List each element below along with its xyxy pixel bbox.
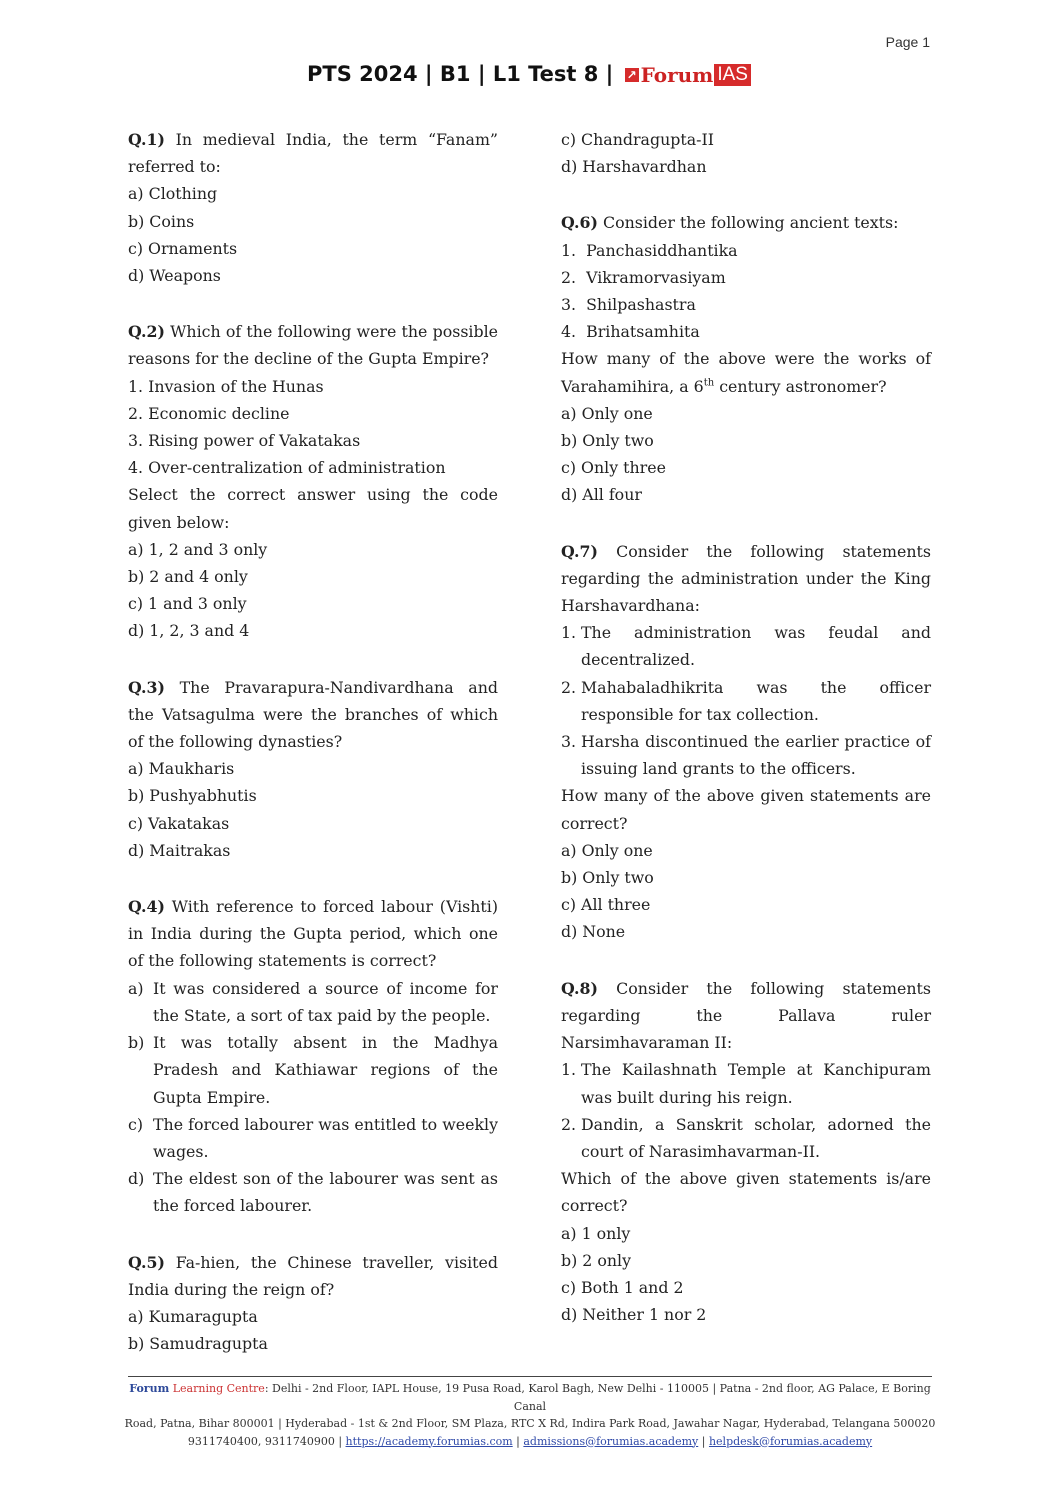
statement-text: The administration was feudal and decentralized. xyxy=(581,623,931,670)
option: a) Clothing xyxy=(128,184,218,204)
statement-text: Dandin, a Sanskrit scholar, adorned the court of Narasimhavarman-II. xyxy=(581,1114,931,1161)
logo-ias-text: IAS xyxy=(714,64,751,86)
footer-brand-suffix: Learning Centre xyxy=(169,1382,265,1395)
option: b) Pushyabhutis xyxy=(128,786,257,806)
option: c) Chandragupta-II xyxy=(561,130,714,149)
option: d) Weapons xyxy=(128,266,221,286)
option: c) Ornaments xyxy=(128,238,238,258)
question-number: Q.4) xyxy=(128,897,165,917)
question-text: Which of the following were the possible reasons for the decline of the Gupta Empire? xyxy=(128,322,498,369)
option: b) Samudragupta xyxy=(128,1334,268,1354)
option: d) All four xyxy=(561,485,642,505)
instruction: Which of the above given statements is/are correct? xyxy=(561,1169,931,1216)
option xyxy=(128,1111,498,1165)
question-text: The Pravarapura-Nandivardhana and the Vatsagulma were the branches of which of the following dynasties? xyxy=(128,677,498,752)
statement-text: Mahabaladhikrita was the officer responsible for tax collection. xyxy=(581,677,931,724)
option: a) Only one xyxy=(561,840,653,860)
statement xyxy=(561,728,931,782)
option: a) Maukharis xyxy=(128,759,235,779)
footer-brand: Forum xyxy=(129,1382,170,1395)
question-number: Q.7) xyxy=(561,541,598,561)
footer-address: : Delhi - 2nd Floor, IAPL House, 19 Pusa Road, Karol Bagh, New Delhi - 110005 | Patna - 2nd floor, AG Palace, E Boring Canal xyxy=(264,1382,931,1413)
question-text: Consider the following ancient texts: xyxy=(602,213,899,233)
arrow-up-right-icon: ↗ xyxy=(626,68,637,82)
footer-phones: 9311740400, 9311740900 | xyxy=(187,1434,346,1448)
question-number: Q.6) xyxy=(561,213,598,233)
footer-divider xyxy=(128,1376,932,1377)
statement-mark: 2. xyxy=(561,1114,577,1134)
option xyxy=(128,1165,498,1219)
question-number: Q.8) xyxy=(561,978,598,998)
question-7 xyxy=(561,538,931,946)
statement xyxy=(561,674,931,728)
option: c) Vakatakas xyxy=(128,813,230,833)
list-item: 4. Over-centralization of administration xyxy=(128,458,446,478)
question-1 xyxy=(128,126,498,289)
option: a) Only one xyxy=(561,403,653,423)
statement-mark: 1. xyxy=(561,623,577,643)
instruction xyxy=(561,345,931,399)
option-mark: d) xyxy=(128,1169,145,1189)
page-header xyxy=(0,62,1058,87)
list-item: 1. Panchasiddhantika xyxy=(561,240,738,260)
question-text: Consider the following statements regarding the Pallava ruler Narsimhavaraman II: xyxy=(561,978,931,1053)
option: c) Both 1 and 2 xyxy=(561,1277,684,1297)
statement-text: Harsha discontinued the earlier practice of issuing land grants to the officers. xyxy=(581,732,931,779)
option-text: It was considered a source of income for the State, a sort of tax paid by the people. xyxy=(153,978,498,1025)
statement-mark: 2. xyxy=(561,677,577,697)
list-item: 2. Vikramorvasiyam xyxy=(561,267,726,287)
option-mark: b) xyxy=(128,1033,145,1053)
instruction-text: How many of the above were the works of Varahamihira, a 6 xyxy=(561,349,931,396)
list-item: 4. Brihatsamhita xyxy=(561,322,700,342)
option-text: It was totally absent in the Madhya Pradesh and Kathiawar regions of the Gupta Empire. xyxy=(153,1033,498,1107)
question-number: Q.1) xyxy=(128,130,165,149)
option-text: The eldest son of the labourer was sent as the forced labourer. xyxy=(153,1169,498,1216)
question-text: Fa-hien, the Chinese traveller, visited India during the reign of? xyxy=(128,1252,498,1299)
question-6 xyxy=(561,209,931,508)
separator: | xyxy=(698,1434,709,1448)
helpdesk-email-link[interactable]: helpdesk@forumias.academy xyxy=(708,1434,873,1448)
option-text: The forced labourer was entitled to weekly wages. xyxy=(153,1114,498,1161)
separator: | xyxy=(512,1434,524,1448)
question-5 xyxy=(128,1249,498,1358)
option: d) Harshavardhan xyxy=(561,157,707,177)
ordinal-suffix: th xyxy=(703,377,715,389)
option-mark: a) xyxy=(128,978,144,998)
option: b) Coins xyxy=(128,211,195,231)
option xyxy=(128,1029,498,1111)
option: c) Only three xyxy=(561,458,666,478)
question-number: Q.3) xyxy=(128,677,165,697)
option: c) All three xyxy=(561,895,651,915)
option-mark: c) xyxy=(128,1114,144,1134)
option: b) 2 and 4 only xyxy=(128,567,248,587)
academy-link[interactable]: https://academy.forumias.com xyxy=(345,1434,513,1448)
statement-mark: 3. xyxy=(561,732,577,752)
question-text: Consider the following statements regarding the administration under the King Harshavardhana: xyxy=(561,541,931,616)
question-text: With reference to forced labour (Vishti) in India during the Gupta period, which one of the following statements is correct? xyxy=(128,897,498,971)
option: d) Maitrakas xyxy=(128,840,231,860)
question-4 xyxy=(128,893,498,1219)
question-3 xyxy=(128,674,498,864)
list-item: 2. Economic decline xyxy=(128,403,290,423)
question-text: In medieval India, the term “Fanam” referred to: xyxy=(128,130,498,177)
page-number: Page 1 xyxy=(885,34,930,50)
page-footer xyxy=(120,1380,940,1450)
option: b) 2 only xyxy=(561,1250,632,1270)
option: b) Only two xyxy=(561,868,654,888)
option: a) Kumaragupta xyxy=(128,1306,258,1326)
left-column xyxy=(128,126,498,1357)
question-8 xyxy=(561,975,931,1329)
option: c) 1 and 3 only xyxy=(128,594,247,614)
option: a) 1 only xyxy=(561,1223,631,1243)
option: a) 1, 2 and 3 only xyxy=(128,539,268,559)
instruction: Select the correct answer using the code given below: xyxy=(128,485,498,532)
statement xyxy=(561,1111,931,1165)
statement-text: The Kailashnath Temple at Kanchipuram was built during his reign. xyxy=(581,1060,931,1107)
test-title: PTS 2024 | B1 | L1 Test 8 | xyxy=(307,62,614,86)
question-number: Q.5) xyxy=(128,1252,165,1272)
list-item: 3. Shilpashastra xyxy=(561,295,696,315)
question-number: Q.2) xyxy=(128,322,165,342)
option: d) 1, 2, 3 and 4 xyxy=(128,621,250,641)
option xyxy=(128,975,498,1029)
option: d) Neither 1 nor 2 xyxy=(561,1305,707,1325)
admissions-email-link[interactable]: admissions@forumias.academy xyxy=(523,1434,699,1448)
forumias-logo xyxy=(625,63,751,87)
statement xyxy=(561,619,931,673)
logo-forum-text: Forum xyxy=(640,63,714,87)
footer-address-2: Road, Patna, Bihar 800001 | Hyderabad - 1st & 2nd Floor, SM Plaza, RTC X Rd, Indira Park Road, Jawahar Nagar, Hyderabad, Telangana 500020 xyxy=(124,1417,936,1430)
right-column xyxy=(561,126,931,1328)
list-item: 1. Invasion of the Hunas xyxy=(128,376,324,396)
statement xyxy=(561,1056,931,1110)
option: d) None xyxy=(561,922,626,942)
question-2 xyxy=(128,318,498,644)
instruction: How many of the above given statements are correct? xyxy=(561,786,931,833)
statement-mark: 1. xyxy=(561,1060,577,1080)
option: b) Only two xyxy=(561,431,654,451)
instruction-text: century astronomer? xyxy=(714,376,887,396)
list-item: 3. Rising power of Vakatakas xyxy=(128,431,361,451)
